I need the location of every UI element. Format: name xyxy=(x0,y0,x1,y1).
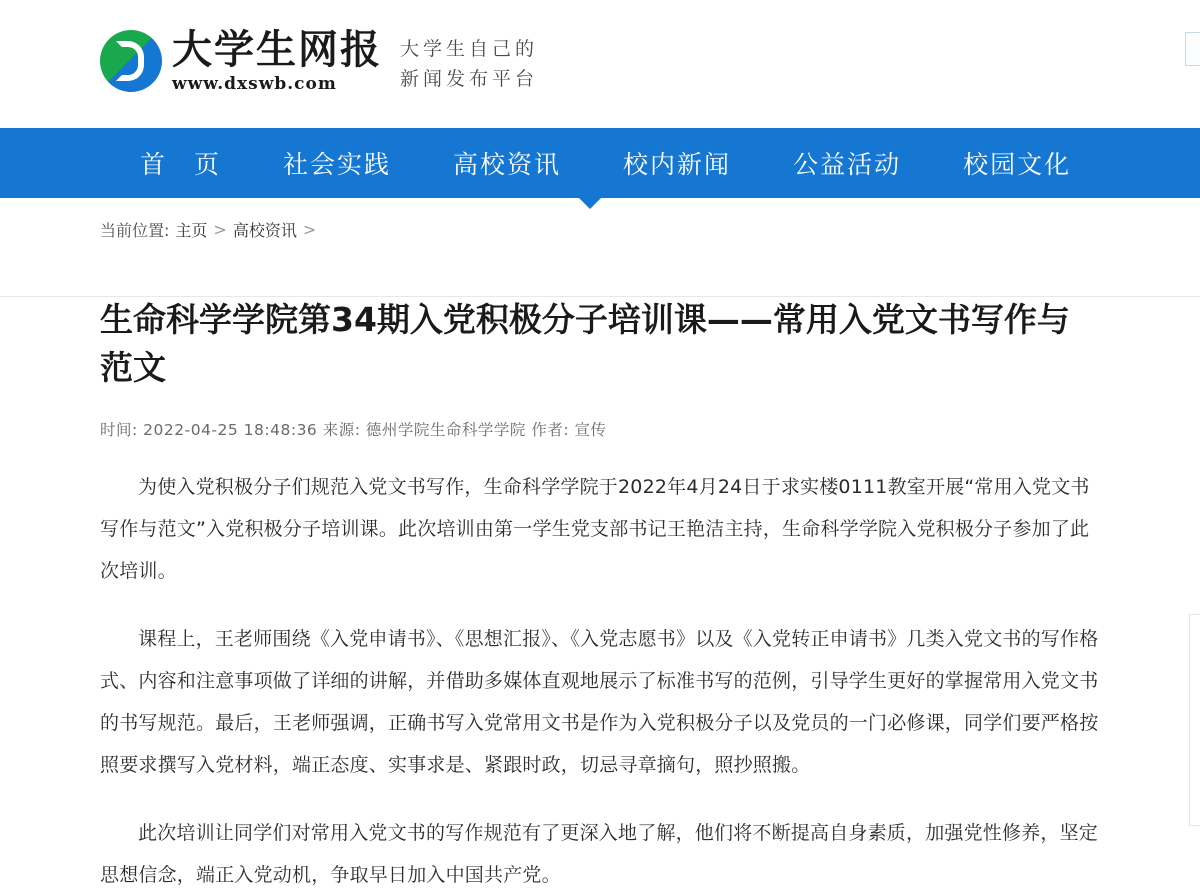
article-container xyxy=(0,296,1200,896)
site-logo[interactable] xyxy=(100,28,538,94)
page-title: 生命科学学院第34期入党积极分子培训课——常用入党文书写作与范文 xyxy=(100,300,1070,387)
breadcrumb-separator-2: > xyxy=(302,219,317,239)
article-paragraph: 课程上，王老师围绕《入党申请书》、《思想汇报》、《入党志愿书》以及《入党转正申请书》几类入党文书的写作格式、内容和注意事项做了详细的讲解，并借助多媒体直观地展示了标准书写的范例，引导学生更好的掌握常用入党文书的书写规范。最后，王老师强调，正确书写入党常用文书是作为入党积极分子以及党员的一门必修课，同学们要严格按照要求撰写入党材料，端正态度、实事求是、紧跟时政，切忌寻章摘句，照抄照搬。 xyxy=(100,628,1099,776)
logo-site-name: 大学生网报 xyxy=(172,26,382,73)
main-navigation xyxy=(0,128,1200,198)
logo-mark-icon xyxy=(100,30,162,92)
article-body xyxy=(100,466,1100,896)
article-paragraph: 为使入党积极分子们规范入党文书写作，生命科学学院于2022年4月24日于求实楼0111教室开展“常用入党文书写作与范文”入党积极分子培训课。此次培训由第一学生党支部书记王艳洁主持，生命科学学院入党积极分子参加了此次培训。 xyxy=(100,476,1090,582)
nav-item-school-news[interactable]: 校内新闻 xyxy=(623,150,732,179)
nav-item-public-welfare[interactable]: 公益活动 xyxy=(793,150,902,179)
content-divider xyxy=(0,296,1200,297)
nav-item-campus-culture[interactable]: 校园文化 xyxy=(963,150,1072,179)
logo-text-block xyxy=(172,28,382,94)
breadcrumb-separator-1: > xyxy=(213,219,227,239)
site-slogan-line1: 大学生自己的 xyxy=(400,38,539,60)
nav-item-social-practice[interactable]: 社会实践 xyxy=(283,150,392,179)
meta-author-value: 宣传 xyxy=(574,421,607,439)
nav-item-campus-news-feed[interactable]: 高校资讯 xyxy=(453,150,562,179)
site-header xyxy=(0,0,1200,128)
header-right-panel-edge xyxy=(1185,32,1200,66)
meta-source-label: 来源: xyxy=(322,421,361,439)
meta-time-value: 2022-04-25 18:48:36 xyxy=(143,421,318,439)
site-slogan-line2: 新闻发布平台 xyxy=(400,68,539,90)
logo-site-url: www.dxswb.com xyxy=(172,74,337,94)
article-paragraph: 此次培训让同学们对常用入党文书的写作规范有了更深入地了解，他们将不断提高自身素质，加强党性修养，坚定思想信念，端正入党动机，争取早日加入中国共产党。 xyxy=(100,822,1099,886)
meta-time-label: 时间: xyxy=(100,421,138,439)
breadcrumb-item-category[interactable]: 高校资讯 xyxy=(232,220,297,240)
nav-item-home[interactable]: 首 页 xyxy=(140,150,222,179)
meta-author-label: 作者: xyxy=(531,421,570,439)
meta-source-value: 德州学院生命科学学院 xyxy=(365,421,526,439)
site-slogan xyxy=(400,34,538,94)
breadcrumb-prefix: 当前位置: xyxy=(100,220,170,240)
article-meta xyxy=(100,418,1100,440)
sidebar-panel-edge xyxy=(1189,614,1200,826)
nav-active-caret-icon xyxy=(578,197,602,209)
breadcrumb-item-home[interactable]: 主页 xyxy=(175,220,208,240)
